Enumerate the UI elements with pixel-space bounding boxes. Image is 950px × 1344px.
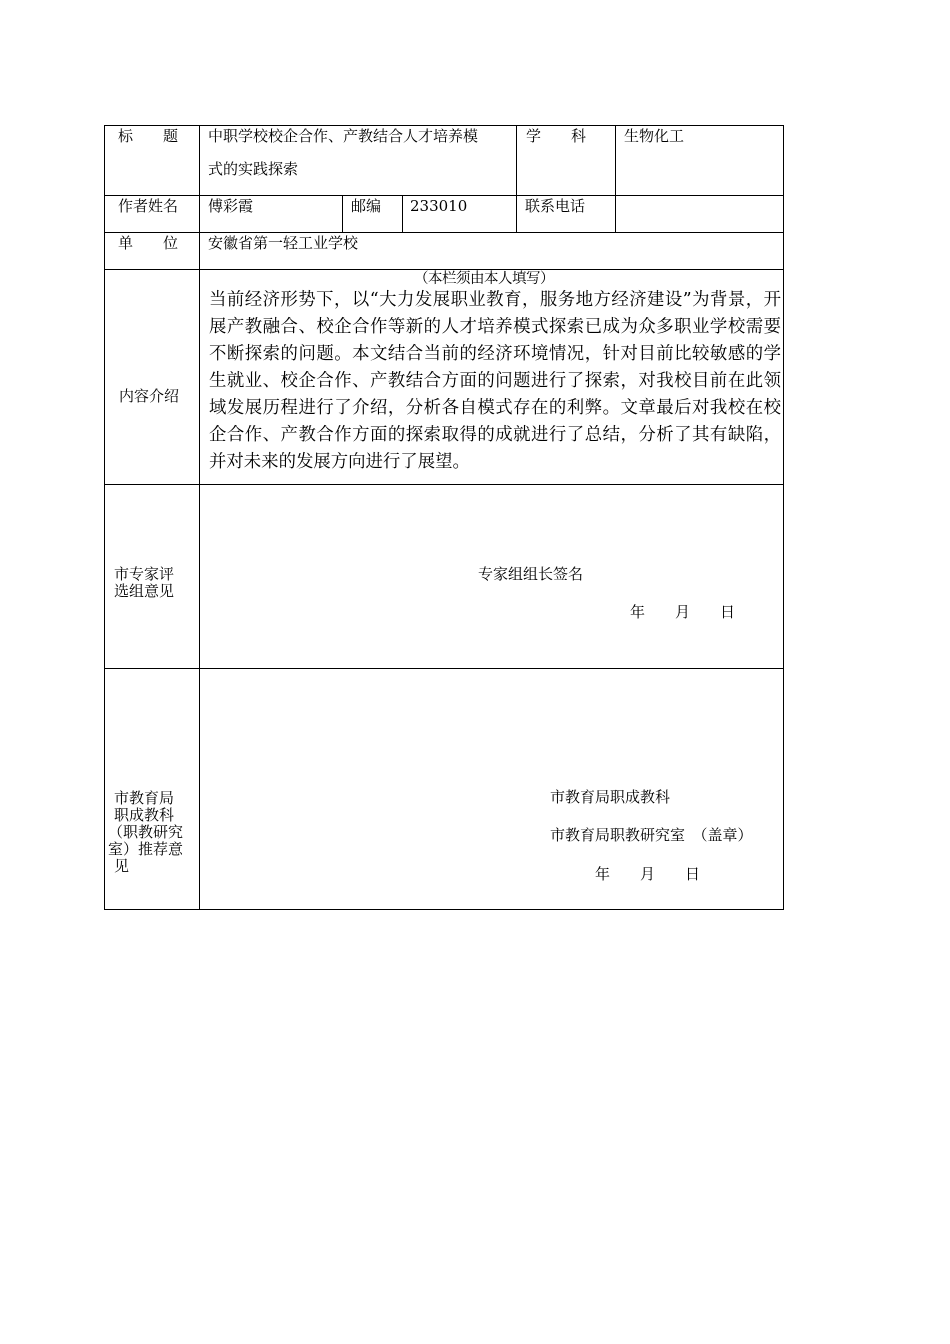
subject-value: 生物化工	[624, 127, 685, 145]
content-abstract-box	[104, 270, 784, 484]
subject-label: 学 科	[526, 127, 587, 145]
postcode-divider	[402, 195, 403, 232]
subject-divider	[516, 125, 517, 232]
title-value-line2: 式的实践探索	[208, 160, 299, 178]
table-border-bottom	[104, 909, 784, 910]
row-divider-4	[104, 484, 784, 485]
expert-label-line1: 市专家评	[114, 565, 175, 583]
author-label: 作者姓名	[118, 197, 179, 215]
edu-research-office: 市教育局职教研究室 （盖章）	[550, 826, 753, 844]
postcode-label: 邮编	[351, 197, 382, 215]
edu-date: 年 月 日	[595, 865, 701, 883]
table-border-left	[104, 125, 105, 910]
edu-label-line3: （职教研究	[108, 823, 184, 841]
content-note: （本栏须由本人填写）	[414, 271, 554, 287]
label-column-divider	[199, 125, 200, 910]
author-value: 傅彩霞	[208, 197, 254, 215]
expert-date: 年 月 日	[630, 603, 736, 621]
title-label: 标 题	[118, 127, 179, 145]
unit-label: 单 位	[118, 234, 179, 252]
content-label: 内容介绍	[119, 387, 180, 405]
edu-label-line5: 见	[114, 857, 130, 875]
application-form	[104, 125, 784, 910]
phone-label: 联系电话	[525, 197, 586, 215]
content-abstract: 当前经济形势下，以“大力发展职业教育，服务地方经济建设”为背景，开展产教融合、校企合作等新的人才培养模式探索已成为众多职业学校需要不断探索的问题。本文结合当前的经济环境情况，针对目前比较敏感的学生就业、校企合作、产教结合方面的问题进行了探索，对我校目前在此领域发展历程进行了介绍，分析各自模式存在的利弊。文章最后对我校在校企合作、产教合作方面的探索取得的成就进行了总结，分析了其有缺陷，并对未来的发展方向进行了展望。	[209, 290, 781, 472]
unit-value: 安徽省第一轻工业学校	[208, 234, 359, 252]
edu-label-line4: 室）推荐意	[108, 840, 184, 858]
edu-label-line2: 职成教科	[114, 806, 175, 824]
edu-office: 市教育局职成教科	[550, 788, 671, 806]
edu-label-line1: 市教育局	[114, 789, 175, 807]
author-divider	[342, 195, 343, 232]
postcode-value: 233010	[410, 197, 468, 215]
expert-label-line2: 选组意见	[114, 582, 175, 600]
title-value-line1: 中职学校校企合作、产教结合人才培养模	[208, 127, 479, 145]
table-border-top	[104, 125, 784, 126]
expert-signature: 专家组组长签名	[478, 565, 584, 583]
row-divider-1	[104, 195, 784, 196]
content-abstract-wrap	[209, 287, 781, 476]
row-divider-2	[104, 232, 784, 233]
row-divider-5	[104, 668, 784, 669]
table-border-right	[783, 125, 784, 910]
subject-value-divider	[615, 125, 616, 232]
